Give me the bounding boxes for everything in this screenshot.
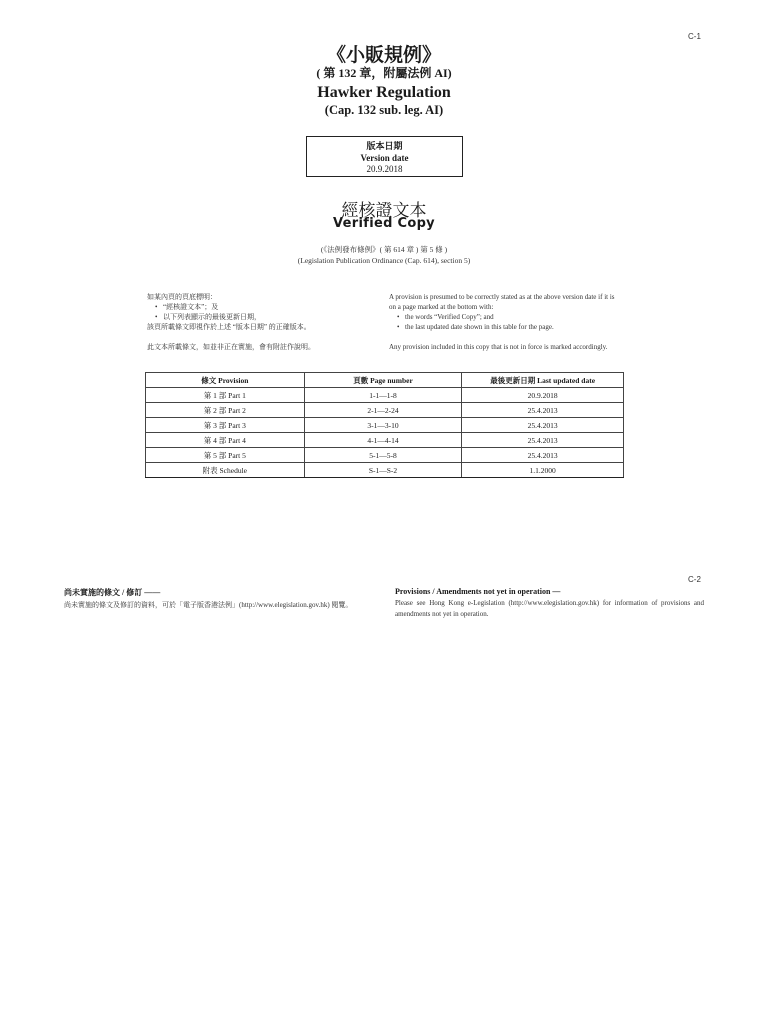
footer-en-text: Please see Hong Kong e-Legislation (http://www.elegislation.gov.hk) for information of provisions and amendments not yet in operation. [395, 599, 704, 618]
version-date-box [306, 136, 463, 177]
page-number-cell: 5-1—5-8 [304, 448, 462, 463]
table-row [146, 403, 624, 418]
note-en-list [389, 312, 621, 332]
page-code-bottom: C-2 [688, 575, 701, 584]
note-zh-outro: 該頁所載條文即視作於上述 “版本日期” 的正確版本。 [147, 323, 311, 331]
provision-cell: 第 2 部 Part 2 [146, 403, 305, 418]
column-header-last-updated: 最後更新日期 Last updated date [462, 373, 624, 388]
footer-zh-heading: 尚未實施的條文 / 修訂 —— [64, 588, 161, 597]
last-updated-cell: 1.1.2000 [462, 463, 624, 478]
last-updated-cell: 25.4.2013 [462, 403, 624, 418]
provision-cell: 第 5 部 Part 5 [146, 448, 305, 463]
note-zh-list [147, 302, 367, 322]
note-zh-bullet: • 以下列表顯示的最後更新日期， [147, 312, 367, 322]
table-header-row [146, 373, 624, 388]
note-en-bullet: • the last updated date shown in this table for the page. [389, 322, 621, 332]
page-number-cell: S-1—S-2 [304, 463, 462, 478]
version-date-value: 20.9.2018 [366, 164, 403, 174]
chapter-chinese: ( 第 132 章，附屬法例 AI) [316, 66, 452, 80]
version-label-chinese: 版本日期 [366, 141, 403, 151]
note-zh-in-force: 此文本所載條文，如並非正在實施，會有附註作說明。 [147, 343, 315, 351]
provisions-table [145, 372, 624, 478]
verified-copy-english: Verified Copy [333, 216, 435, 231]
provision-cell: 第 1 部 Part 1 [146, 388, 305, 403]
verified-copy-chinese: 經核證文本 [341, 201, 427, 220]
table-row [146, 418, 624, 433]
table-row [146, 433, 624, 448]
table-row [146, 463, 624, 478]
version-label-english: Version date [360, 152, 409, 163]
page-code-top: C-1 [688, 32, 701, 41]
table-row [146, 388, 624, 403]
provision-cell: 附表 Schedule [146, 463, 305, 478]
last-updated-cell: 20.9.2018 [462, 388, 624, 403]
column-header-provision: 條文 Provision [146, 373, 305, 388]
note-english [389, 292, 621, 352]
page-number-cell: 3-1—3-10 [304, 418, 462, 433]
footer-english [395, 587, 704, 619]
note-en-bullet: • the words “Verified Copy”; and [389, 312, 621, 322]
ordinance-reference-chinese: (《法例發布條例》( 第 614 章 ) 第 5 條 ) [320, 245, 448, 254]
footer-zh-text: 尚未實施的條文及修訂的資料，可於「電子版香港法例」(http://www.elegislation.gov.hk) 閱覽。 [64, 601, 353, 609]
last-updated-cell: 25.4.2013 [462, 448, 624, 463]
note-en-intro: A provision is presumed to be correctly stated as at the above version date if it is on a page marked at the bottom with: [389, 293, 615, 311]
table-row [146, 448, 624, 463]
provision-cell: 第 3 部 Part 3 [146, 418, 305, 433]
last-updated-cell: 25.4.2013 [462, 433, 624, 448]
title-chinese: 《小販規例》 [326, 45, 441, 66]
chapter-english: (Cap. 132 sub. leg. AI) [324, 103, 444, 117]
note-zh-bullet: • “經核證文本”；及 [147, 302, 367, 312]
title-english: Hawker Regulation [317, 84, 451, 101]
provision-cell: 第 4 部 Part 4 [146, 433, 305, 448]
note-chinese [147, 292, 367, 352]
page-number-cell: 4-1—4-14 [304, 433, 462, 448]
page-number-cell: 2-1—2-24 [304, 403, 462, 418]
column-header-page-number: 頁數 Page number [304, 373, 462, 388]
note-zh-intro: 如某內頁的頁底標明： [147, 293, 217, 301]
page-number-cell: 1-1—1-8 [304, 388, 462, 403]
footer-en-heading: Provisions / Amendments not yet in operation — [395, 587, 561, 596]
last-updated-cell: 25.4.2013 [462, 418, 624, 433]
note-en-in-force: Any provision included in this copy that is not in force is marked accordingly. [389, 343, 608, 351]
ordinance-reference-english: (Legislation Publication Ordinance (Cap. 614), section 5) [297, 256, 471, 265]
footer-chinese [64, 587, 382, 611]
